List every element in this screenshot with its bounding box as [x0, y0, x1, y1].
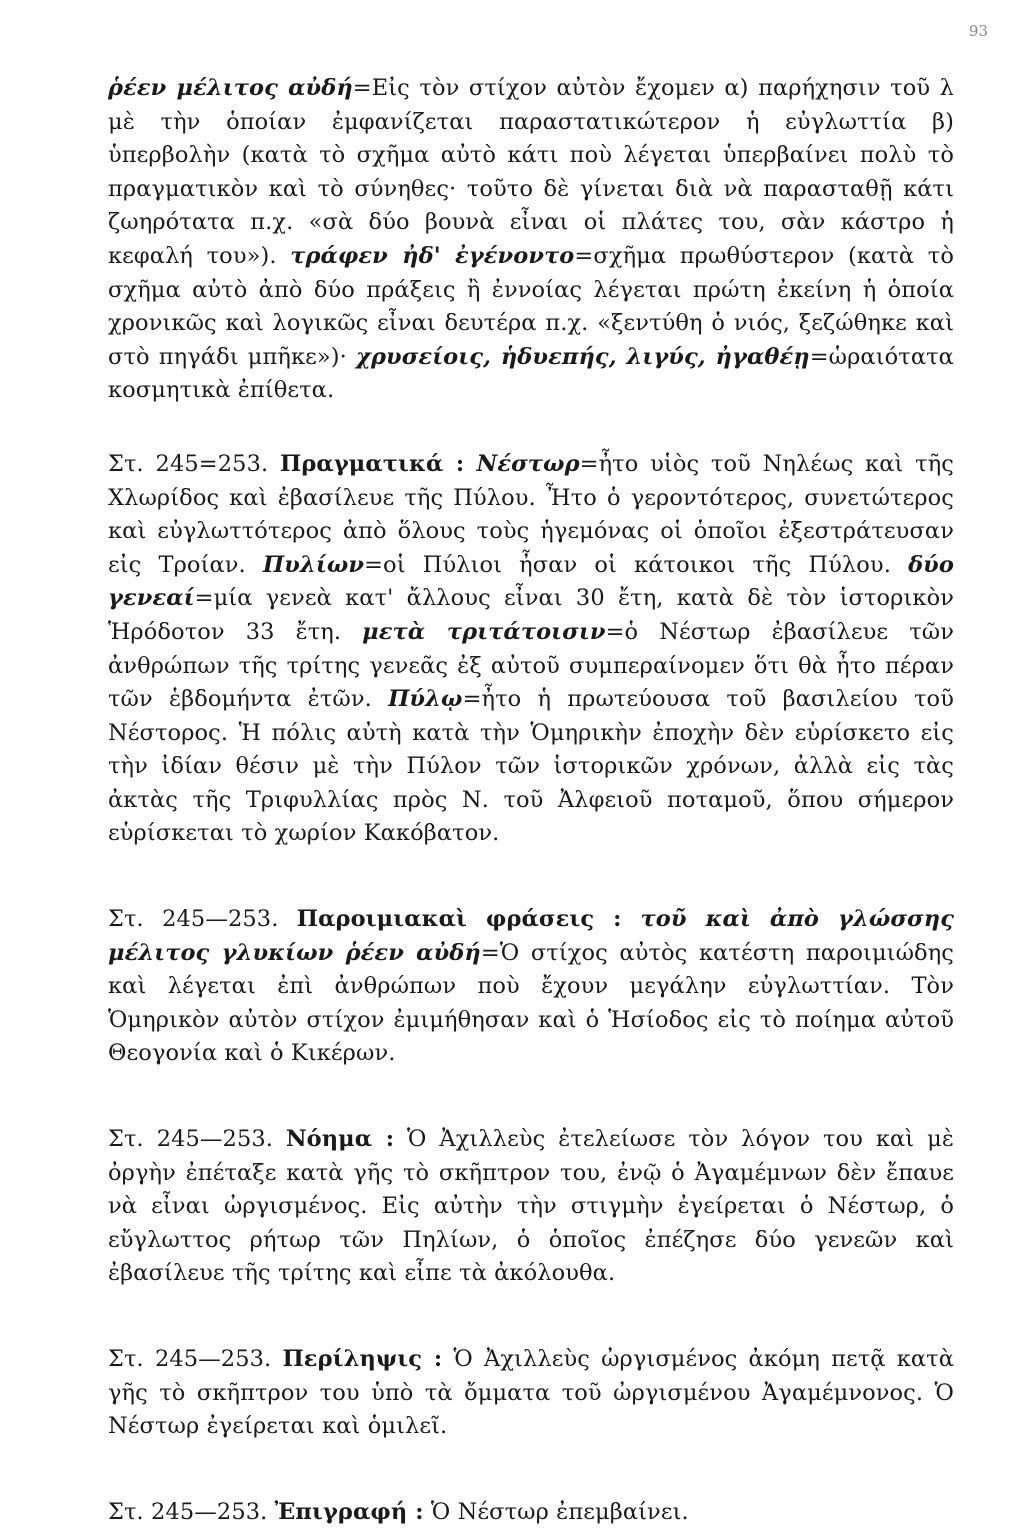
paragraph-proverbial [108, 903, 954, 1071]
paragraph-pragmatika [108, 448, 954, 851]
gloss: Ὁ Ἀχιλλεὺς ἐτελείωσε τὸν λόγον του καὶ μὲ ὀργὴν ἐπέταξε κατὰ γῆς τὸ σκῆπτρον του, ἐνῷ ὁ Ἀγαμέμνων δὲν ἔπαυε νὰ εἶναι ὠργισμένος. Εἰς αὐτὴν τὴν στιγμὴν ἐγείρεται ὁ Νέστωρ, ὁ εὔγλωττος ρήτωρ τῶν Πηλίων, ὁ ὁποῖος ἐπέζησε δύο γενεῶν καὶ ἐβασίλευε τῆς τρίτης καὶ εἶπε τὰ ἀκόλουθα. [108, 1126, 955, 1287]
lemma: Πύλῳ [388, 686, 463, 713]
lemma: τοῦ καὶ ἀπὸ γλώσσης μέλιτος γλυκίων ῥέεν αὐδή [108, 906, 954, 966]
verse-ref: Στ. 245=253. [108, 450, 281, 477]
gloss: =ὁ Νέστωρ ἐβασίλευε τῶν ἀνθρώπων τῆς τρίτης γενεᾶς ἐξ αὐτοῦ συμπεραίνομεν ὅτι θὰ ἦτο πέραν τῶν ἑβδομήντα ἐτῶν. [108, 618, 954, 713]
gloss: =ἦτο υἱὸς τοῦ Νηλέως καὶ τῆς Χλωρίδος καὶ ἐβασίλευε τῆς Πύλου. Ἦτο ὁ γεροντότερος, συνετώτερος καὶ εὐγλωττότερος ἀπὸ ὅλους τοὺς ἡγεμόνας οἱ ὁποῖοι ἐξεστράτευσαν εἰς Τροίαν. [108, 450, 954, 578]
lemma: τράφεν ἠδ' ἐγένοντο [290, 242, 575, 269]
page-number: 93 [968, 22, 988, 40]
gloss: =Ὁ στίχος αὐτὸς κατέστη παροιμιώδης καὶ λέγεται ἐπὶ ἀνθρώπων ποὺ ἔχουν μεγάλην εὐγλωττίαν. Τὸν Ὁμηρικὸν αὐτὸν στίχον ἐμιμήθησαν καὶ ὁ Ἡσίοδος εἰς τὸ ποίημα αὐτοῦ Θεογονία καὶ ὁ Κικέρων. [108, 939, 954, 1067]
gloss: Ὁ Ἀχιλλεὺς ὠργισμένος ἀκόμη πετᾷ κατὰ γῆς τὸ σκῆπτρον του ὑπὸ τὰ ὄμματα τοῦ ὠργισμένου Ἀγαμέμνονος. Ὁ Νέστωρ ἐγείρεται καὶ ὁμιλεῖ. [108, 1346, 954, 1440]
lemma: δύο γενεαί [108, 551, 954, 612]
lemma: χρυσείοις, ἡδυεπής, λιγύς, ἠγαθέῃ [356, 343, 810, 370]
gloss: =οἱ Πύλιοι ἦσαν οἱ κάτοικοι τῆς Πύλου. [364, 551, 909, 578]
paragraph-title [108, 1496, 954, 1529]
gloss: =ὡραιότατα κοσμητικὰ ἐπίθετα. [108, 343, 954, 404]
lemma: Πυλίων [262, 551, 365, 578]
section-heading: Πραγματικά : [280, 450, 465, 477]
verse-ref: Στ. 245—253. [108, 906, 297, 933]
lemma: ῥέεν μέλιτος αὐδή [108, 75, 353, 101]
verse-ref: Στ. 245—253. [108, 1498, 275, 1525]
page-body [108, 72, 954, 1529]
gloss: =ἦτο ἡ πρωτεύουσα τοῦ βασιλείου τοῦ Νέστορος. Ἡ πόλις αὐτὴ κατὰ τὴν Ὁμηρικὴν ἐποχὴν δὲν εὑρίσκετο εἰς τὴν ἰδίαν θέσιν μὲ τὴν Πύλον τῶν ἱστορικῶν χρόνων, ἀλλὰ εἰς τὰς ἀκτὰς τῆς Τριφυλλίας πρὸς Ν. τοῦ Ἀλφειοῦ ποταμοῦ, ὅπου σήμερον εὑρίσκεται τὸ χωρίον Κακόβατον. [108, 686, 954, 847]
gloss: Ὁ Νέστωρ ἐπεμβαίνει. [423, 1498, 689, 1525]
paragraph-commentary [108, 72, 954, 408]
verse-ref: Στ. 245—253. [108, 1126, 286, 1153]
gloss: =Εἰς τὸν στίχον αὐτὸν ἔχομεν α) παρήχησιν τοῦ λ μὲ τὴν ὁποίαν ἐμφανίζεται παραστατικώτερον ἡ εὐγλωττία β) ὑπερβολὴν (κατὰ τὸ σχῆμα αὐτὸ κάτι ποὺ λέγεται ὑπερβαίνει πολὺ τὸ πραγματικὸν καὶ τὸ σύνηθες· τοῦτο δὲ γίνεται διὰ νὰ παρασταθῇ κάτι ζωηρότατα π.χ. «σὰ δύο βουνὰ εἶναι οἱ πλάτες του, σὰν κάστρο ἡ κεφαλή του»). [108, 75, 954, 269]
gloss: =σχῆμα πρωθύστερον (κατὰ τὸ σχῆμα αὐτὸ ἀπὸ δύο πράξεις ἢ ἐννοίας λέγεται πρώτη ἐκείνη ἡ ὁποία χρονικῶς καὶ λογικῶς εἶναι δευτέρα π.χ. «ξεντύθη ὁ νιός, ξεζώθηκε καὶ στὸ πηγάδι μπῆκε»)· [108, 242, 954, 370]
paragraph-summary [108, 1343, 954, 1444]
paragraph-meaning [108, 1123, 954, 1291]
lemma: μετὰ τριτάτοισιν [362, 618, 606, 645]
section-heading: Ἐπιγραφή : [274, 1498, 424, 1525]
verse-ref: Στ. 245—253. [108, 1346, 283, 1372]
lemma: Νέστωρ [464, 450, 580, 477]
section-heading: Περίληψις : [282, 1346, 443, 1372]
section-heading: Νόημα : [285, 1126, 395, 1153]
gloss: =μία γενεὰ κατ' ἄλλους εἶναι 30 ἔτη, κατὰ δὲ τὸν ἱστορικὸν Ἡρόδοτον 33 ἔτη. [108, 585, 954, 645]
section-heading: Παροιμιακαὶ φράσεις : [296, 906, 622, 933]
